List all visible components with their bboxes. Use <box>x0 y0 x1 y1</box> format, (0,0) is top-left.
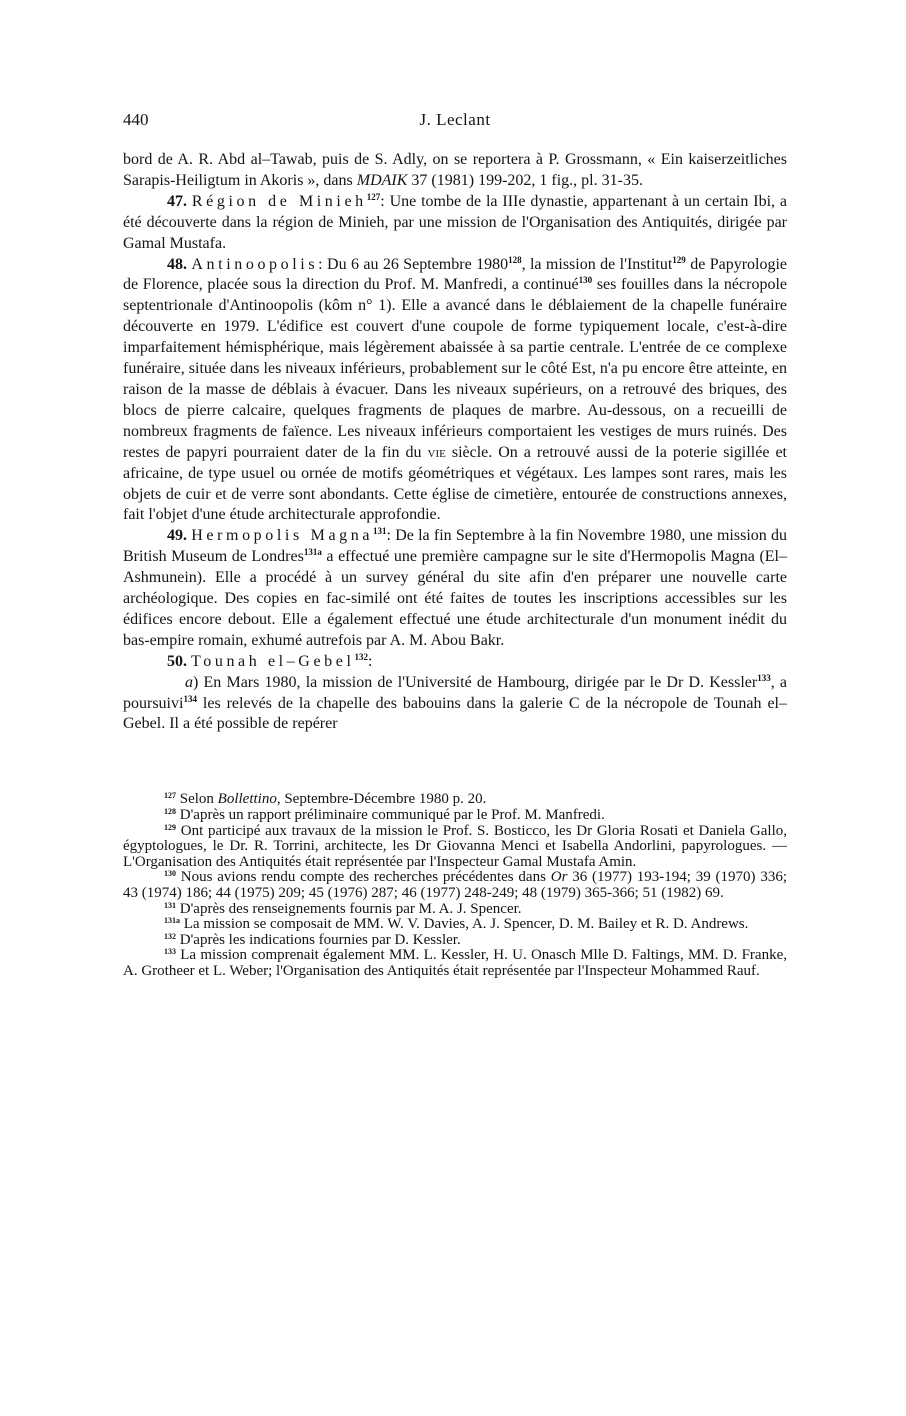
footnote-ref: 131 <box>373 526 387 537</box>
journal-title: MDAIK <box>356 171 408 189</box>
section-title: Tounah el–Gebel <box>191 652 355 670</box>
section-number: 49. <box>167 527 187 545</box>
footnote-131: $^{131}$ D'après des renseignements fournis par M. A. J. Spencer. <box>164 900 522 917</box>
footnote-ref: 133 <box>757 672 771 683</box>
main-text <box>123 150 787 735</box>
footnote-ref: 134 <box>183 693 197 704</box>
section-number: 50. <box>167 652 187 670</box>
section-title: Antinoopolis <box>191 255 319 273</box>
footnote-132: $^{132}$ D'après les indications fournies par D. Kessler. <box>164 931 461 948</box>
footnote-ref: 130 <box>578 275 593 286</box>
footnote-129: $^{129}$ Ont participé aux travaux de la mission le Prof. S. Bosticco, les Dr Gloria Rosati et Daniela Gallo, égyptologues, le Dr. R. Torrini, architecte, les Dr Giovanna Menci et Isabella Andorlini, papyrologues. — L'Organisation des Antiquités était représentée par l'Inspecteur Gamal Mustafa Amin. <box>123 822 787 870</box>
footnote-ref: 127 <box>366 191 381 202</box>
century-numeral: vie <box>427 443 446 461</box>
section-47: 47. Région de Minieh$^{127}$: Une tombe de la IIIe dynastie, appartenant à un certain Ibi, a été découverte dans la région de Minieh, par une mission de l'Organisation des Antiquités, dirigée par Gamal Mustafa. <box>123 191 788 252</box>
footnote-ref: 128 <box>508 254 522 265</box>
section-50: 50. Tounah el–Gebel$^{132}$: <box>167 651 373 670</box>
footnote-130: $^{130}$ Nous avions rendu compte des recherches précédentes dans Or 36 (1977) 193-194; 39 (1970) 336; 43 (1974) 186; 44 (1975) 209; 45 (1976) 287; 46 (1977) 248-249; 48 (1979) 365-366; 51 (1982) 69. <box>123 869 788 901</box>
running-header <box>123 110 787 136</box>
section-50a: a) En Mars 1980, la mission de l'Université de Hambourg, dirigée par le Dr D. Kessler$^{133}$, a poursuivi$^{134}$ les relevés de la chapelle des babouins dans la galerie C de la nécropole de Tounah el–Gebel. Il a été possible de repérer <box>123 672 787 733</box>
footnote-ref: 131a <box>303 547 322 558</box>
page-number: 440 <box>123 110 149 129</box>
section-48: 48. Antinoopolis: Du 6 au 26 Septembre 1980$^{128}$, la mission de l'Institut$^{129}$ de Papyrologie de Florence, placée sous la direction du Prof. M. Manfredi, a continué$^{130}$ ses fouilles dans la nécropole septentrionale d'Antinoopolis (kôm n° 1). Elle a avancé dans le déblaiement de la chapelle funéraire découverte en 1979. L'édifice est couvert d'une coupole de forme typiquement locale, c'est-à-dire imparfaitement hémisphérique, mais légèrement abaissée à sa partie centrale. L'entrée de ce complexe funéraire, située dans les niveaux inférieurs, probablement sur le côté Est, n'a pu encore être atteinte, en raison de la masse de déblais à évacuer. Dans les niveaux supérieurs, on a retrouvé des briques, des blocs de pierre calcaire, quelques fragments de plaques de marbre. Au-dessous, on a recueilli de nombreux fragments de faïence. Les niveaux inférieurs comportaient les vestiges de murs ruinés. Des restes de papyri pourraient dater de la fin du vie siècle. On a retrouvé aussi de la poterie sigillée et africaine, de type usuel ou ornée de motifs géométriques et végétaux. Les lampes sont rares, mais les objets de cuir et de verre sont abondants. Cette église de cimetière, entourée de constructions annexes, fait l'objet d'une étude architecturale approfondie. <box>123 254 788 524</box>
section-title: Région de Minieh <box>191 192 367 210</box>
footnote-128: $^{128}$ D'après un rapport préliminaire communiqué par le Prof. M. Manfredi. <box>164 806 605 823</box>
footnote-131a: $^{131a}$ La mission se composait de MM. W. V. Davies, A. J. Spencer, D. M. Bailey et R. D. Andrews. <box>164 916 749 933</box>
footnotes <box>123 792 787 979</box>
footnote-127: $^{127}$ Selon Bollettino, Septembre-Décembre 1980 p. 20. <box>164 791 487 808</box>
section-49: 49. Hermopolis Magna$^{131}$: De la fin Septembre à la fin Novembre 1980, une mission du British Museum de Londres$^{131a}$ a effectué une première campagne sur le site d'Hermopolis Magna (El–Ashmunein). Elle a procédé à un survey général du site afin d'en préparer une nouvelle carte archéologique. Des copies en fac-similé ont été faites de toutes les inscriptions accessibles sur les édifices encore debout. Elle a également effectué une étude architecturale d'un monument inédit du bas-empire romain, exhumé autrefois par A. M. Abou Bakr. <box>123 526 788 649</box>
section-number: 47. <box>167 192 187 210</box>
page <box>123 110 787 980</box>
subsection-label: a <box>185 673 193 691</box>
paragraph-intro: bord de A. R. Abd al–Tawab, puis de S. Adly, on se reportera à P. Grossmann, « Ein kaiserzeitliches Sarapis-Heiligtum in Akoris », dans MDAIK 37 (1981) 199-202, 1 fig., pl. 31-35. <box>123 151 787 189</box>
footnote-ref: 129 <box>672 254 686 265</box>
footnote-133: $^{133}$ La mission comprenait également MM. L. Kessler, H. U. Onasch Mlle D. Faltings, MM. D. Franke, A. Grotheer et L. Weber; l'Organisation des Antiquités était représentée par l'Inspecteur Mohammed Rauf. <box>123 947 787 979</box>
running-title: J. Leclant <box>419 110 491 129</box>
footnote-ref: 132 <box>354 651 369 662</box>
section-number: 48. <box>167 255 187 273</box>
section-title: Hermopolis Magna <box>191 527 374 545</box>
